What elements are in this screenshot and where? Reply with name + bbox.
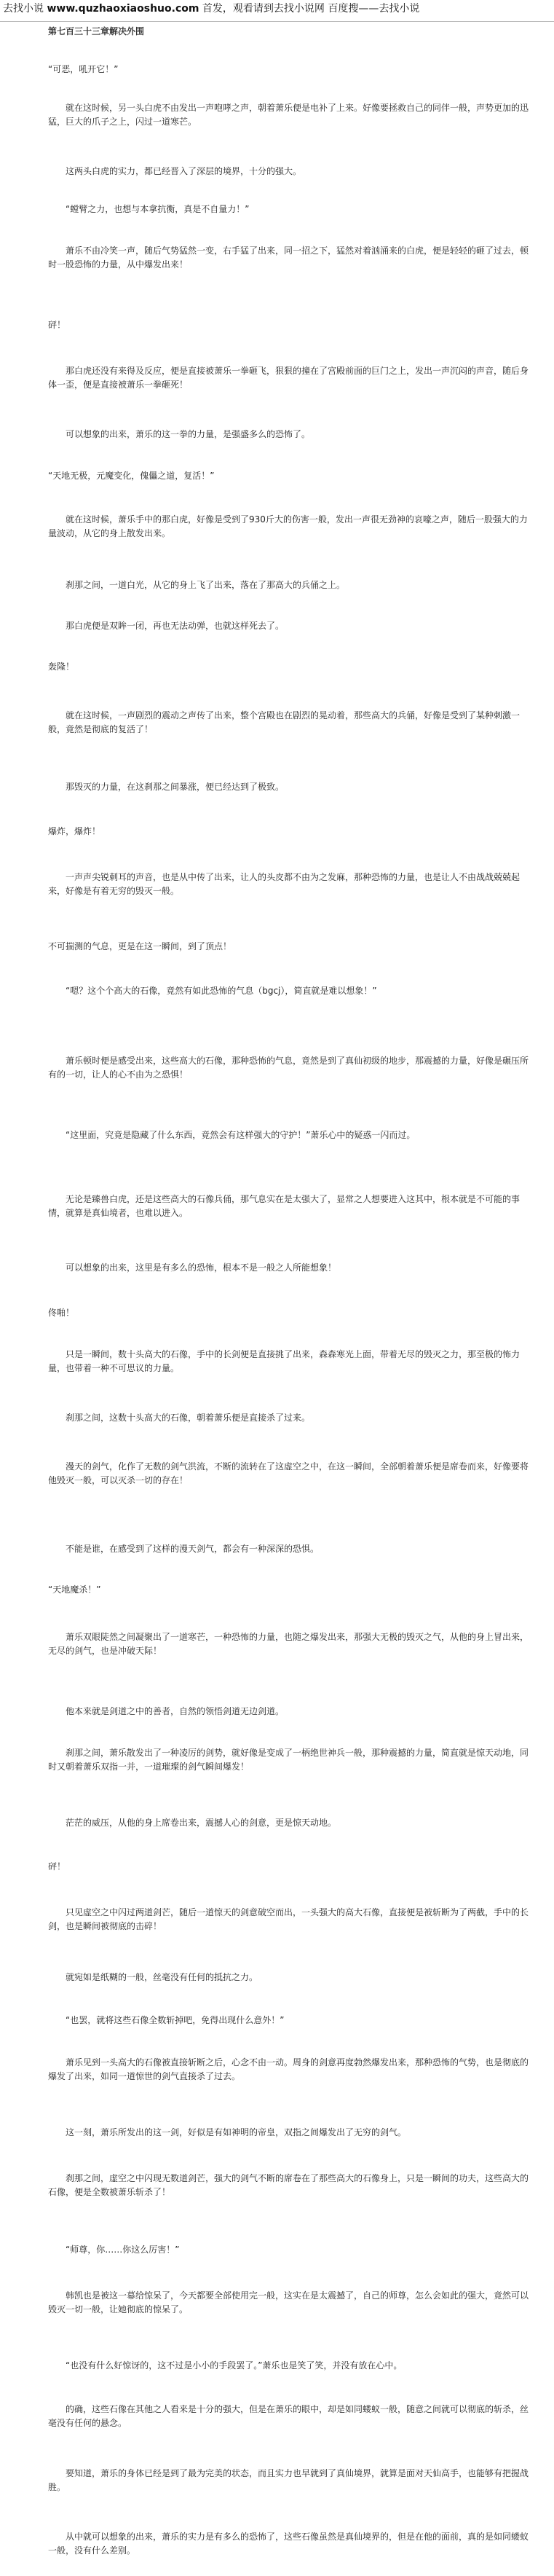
paragraph: “可恶，吼开它！” — [48, 64, 119, 74]
paragraph: 他本来就是剑道之中的善者，自然的领悟剑道无边剑道。 — [66, 1706, 285, 1716]
paragraph: 那白虎便是双眸一闭，再也无法动弹，也就这样死去了。 — [66, 621, 285, 631]
paragraph: 不可揣测的气息，更是在这一瞬间，到了顶点！ — [48, 941, 232, 951]
paragraph: 轰隆！ — [48, 661, 75, 672]
banner-site-link[interactable]: www.quzhaoxiaoshuo.com — [47, 3, 199, 15]
paragraph: 萧乐顿时便是感受出来，这些高大的石像，那种恐怖的气息，竟然是到了真仙初级的地步，那震撼的力量，好像是碾压所有的一切，让人的心不由为之恐惧！ — [48, 1056, 529, 1080]
chapter-title: 第七百三十三章解决外围 — [48, 26, 145, 36]
paragraph: 一声声尖锐刺耳的声音，也是从中传了出来，让人的头皮都不由为之发麻，那种恐怖的力量，也是让人不由战战兢兢起来，好像是有着无穷的毁灭一般。 — [48, 872, 521, 896]
paragraph: 就在这时候，一声剧烈的震动之声传了出来，整个宫殿也在剧烈的晃动着，那些高大的兵俑，好像是受到了某种刺激一般，竟然是彻底的复活了！ — [48, 710, 521, 734]
paragraph: 佟啪！ — [48, 1308, 75, 1318]
paragraph: 萧乐双眼陡然之间凝聚出了一道寒芒，一种恐怖的力量，也随之爆发出来，那强大无极的毁灭之气，从他的身上冒出来，无尽的剑气，也是冲破天际！ — [48, 1632, 529, 1656]
paragraph: “也没有什么好惊讶的，这不过是小小的手段罢了。”萧乐也是笑了笑，并没有放在心中。 — [66, 2360, 403, 2371]
banner-suffix: 首发，观看请到去找小说网 百度搜——去找小说 — [199, 3, 420, 15]
paragraph: 刹那之间，萧乐散发出了一种凌厉的剑势，就好像是变成了一柄绝世神兵一般，那种震撼的力量，简直就是惊天动地，同时又朝着萧乐双指一并，一道璀璨的剑气瞬间爆发！ — [48, 1748, 529, 1772]
paragraph: 萧乐不由冷笑一声，随后气势猛然一变，右手猛了出来，同一招之下，猛然对着汹涌来的白虎，便是轻轻的砸了过去，顿时一股恐怖的力量，从中爆发出来！ — [48, 246, 529, 270]
site-banner — [0, 0, 554, 22]
paragraph: 韩凯也是被这一幕给惊呆了，今天都要全部使用完一般，这实在是太震撼了，自己的师尊，怎么会如此的强大，竟然可以毁灭一切一般，让她彻底的惊呆了。 — [48, 2290, 529, 2314]
paragraph: 那白虎还没有来得及反应，便是直接被萧乐一拳砸飞，狠狠的撞在了宫殿前面的巨门之上，发出一声沉闷的声音，随后身体一歪，便是直接被萧乐一拳砸死！ — [48, 366, 529, 390]
paragraph: “也罢，就将这些石像全数斩掉吧，免得出现什么意外！” — [66, 2015, 285, 2025]
paragraph: 不能是谁，在感受到了这样的漫天剑气，都会有一种深深的恐惧。 — [66, 1544, 320, 1554]
paragraph: 要知道，萧乐的身体已经是到了最为完美的状态，而且实力也早就到了真仙境界，就算是面对天仙高手，也能够有把握战胜。 — [48, 2468, 529, 2492]
paragraph: “嗯？这个个高大的石像，竟然有如此恐怖的气息（bgcj），简直就是难以想象！” — [66, 986, 377, 996]
paragraph: “师尊，你……你这么厉害！” — [66, 2245, 180, 2255]
paragraph: 漫天的剑气，化作了无数的剑气洪流，不断的流转在了这虚空之中，在这一瞬间，全部朝着萧乐便是席卷而来，好像要将他毁灭一般，可以灭杀一切的存在！ — [48, 1461, 529, 1485]
paragraph: 茫茫的威压，从他的身上席卷出来，震撼人心的剑意，更是惊天动地。 — [66, 1818, 337, 1828]
paragraph: 的确，这些石像在其他之人看来是十分的强大，但是在萧乐的眼中，却是如同蝼蚁一般，随意之间就可以彻底的斩杀，丝毫没有任何的悬念。 — [48, 2404, 529, 2428]
paragraph: “天地无极，元魔变化，傀儡之道，复活！” — [48, 471, 215, 481]
paragraph: 就在这时候，另一头白虎不由发出一声咆哮之声，朝着萧乐便是电补了上来。好像要拯救自己的同伴一般，声势更加的迅猛，巨大的爪子之上，闪过一道寒芒。 — [48, 103, 529, 127]
paragraph: 从中就可以想象的出来，萧乐的实力是有多么的恐怖了，这些石像虽然是真仙境界的，但是在他的面前，真的是如同蝼蚁一般，没有什么差别。 — [48, 2532, 529, 2556]
banner-prefix: 去找小说 — [3, 3, 47, 15]
paragraph: 刹那之间，这数十头高大的石像，朝着萧乐便是直接杀了过来。 — [66, 1413, 311, 1423]
paragraph: 可以想象的出来，这里是有多么的恐怖，根本不是一般之人所能想象！ — [66, 1263, 337, 1273]
paragraph: “天地魔杀！” — [48, 1585, 101, 1595]
paragraph: 刹那之间，一道白光，从它的身上飞了出来，落在了那高大的兵俑之上。 — [66, 580, 346, 590]
paragraph: “这里面，究竟是隐藏了什么东西，竟然会有这样强大的守护！”萧乐心中的疑惑一闪而过。 — [66, 1130, 416, 1140]
paragraph: 只是一瞬间，数十头高大的石像，手中的长剑便是直接挑了出来，森森寒光上面，带着无尽的毁灭之力，那至极的怖力量，也带着一种不可思议的力量。 — [48, 1349, 521, 1373]
paragraph: 无论是臻兽白虎，还是这些高大的石像兵俑，那气息实在是太强大了，显常之人想要进入这其中，根本就是不可能的事情，就算是真仙境者，也难以进入。 — [48, 1194, 521, 1218]
paragraph: 可以想象的出来，萧乐的这一拳的力量，是强盛多么的恐怖了。 — [66, 429, 311, 439]
paragraph: 这一刻，萧乐所发出的这一剑，好似是有如神明的帝皇，双指之间爆发出了无穷的剑气。 — [66, 2127, 407, 2137]
paragraph: 砰！ — [48, 320, 66, 330]
paragraph: 这两头白虎的实力，都已经晋入了深层的境界，十分的强大。 — [66, 166, 302, 176]
paragraph: 萧乐见到一头高大的石像被直接斩断之后，心念不由一动。周身的剑意再度勃然爆发出来，那种恐怖的气势，也是彻底的爆发了出来，如同一道惊世的剑气直接杀了过去。 — [48, 2057, 529, 2081]
paragraph: 爆炸，爆炸！ — [48, 826, 101, 836]
paragraph: “螳臂之力，也想与本拿抗衡，真是不自量力！” — [66, 204, 250, 214]
paragraph: 只见虚空之中闪过两道剑芒，随后一道惊天的剑意破空而出，一头强大的高大石像，直接便是被斩断为了两截，手中的长剑，也是瞬间被彻底的击碎！ — [48, 1907, 529, 1931]
paragraph: 就宛如是纸糊的一般，丝毫没有任何的抵抗之力。 — [66, 1972, 258, 1982]
paragraph: 砰！ — [48, 1861, 66, 1872]
paragraph: 就在这时候，萧乐手中的那白虎，好像是受到了930斤大的伤害一般，发出一声很无劲神的哀嚎之声，随后一股强大的力量波动，从它的身上散发出来。 — [48, 514, 528, 538]
paragraph: 刹那之间，虚空之中闪现无数道剑芒，强大的剑气不断的席卷在了那些高大的石像身上，只是一瞬间的功夫，这些高大的石像，便是全数被萧乐斩杀了！ — [48, 2173, 529, 2197]
paragraph: 那毁灭的力量，在这刹那之间暴涨，便已经达到了极致。 — [66, 782, 285, 792]
